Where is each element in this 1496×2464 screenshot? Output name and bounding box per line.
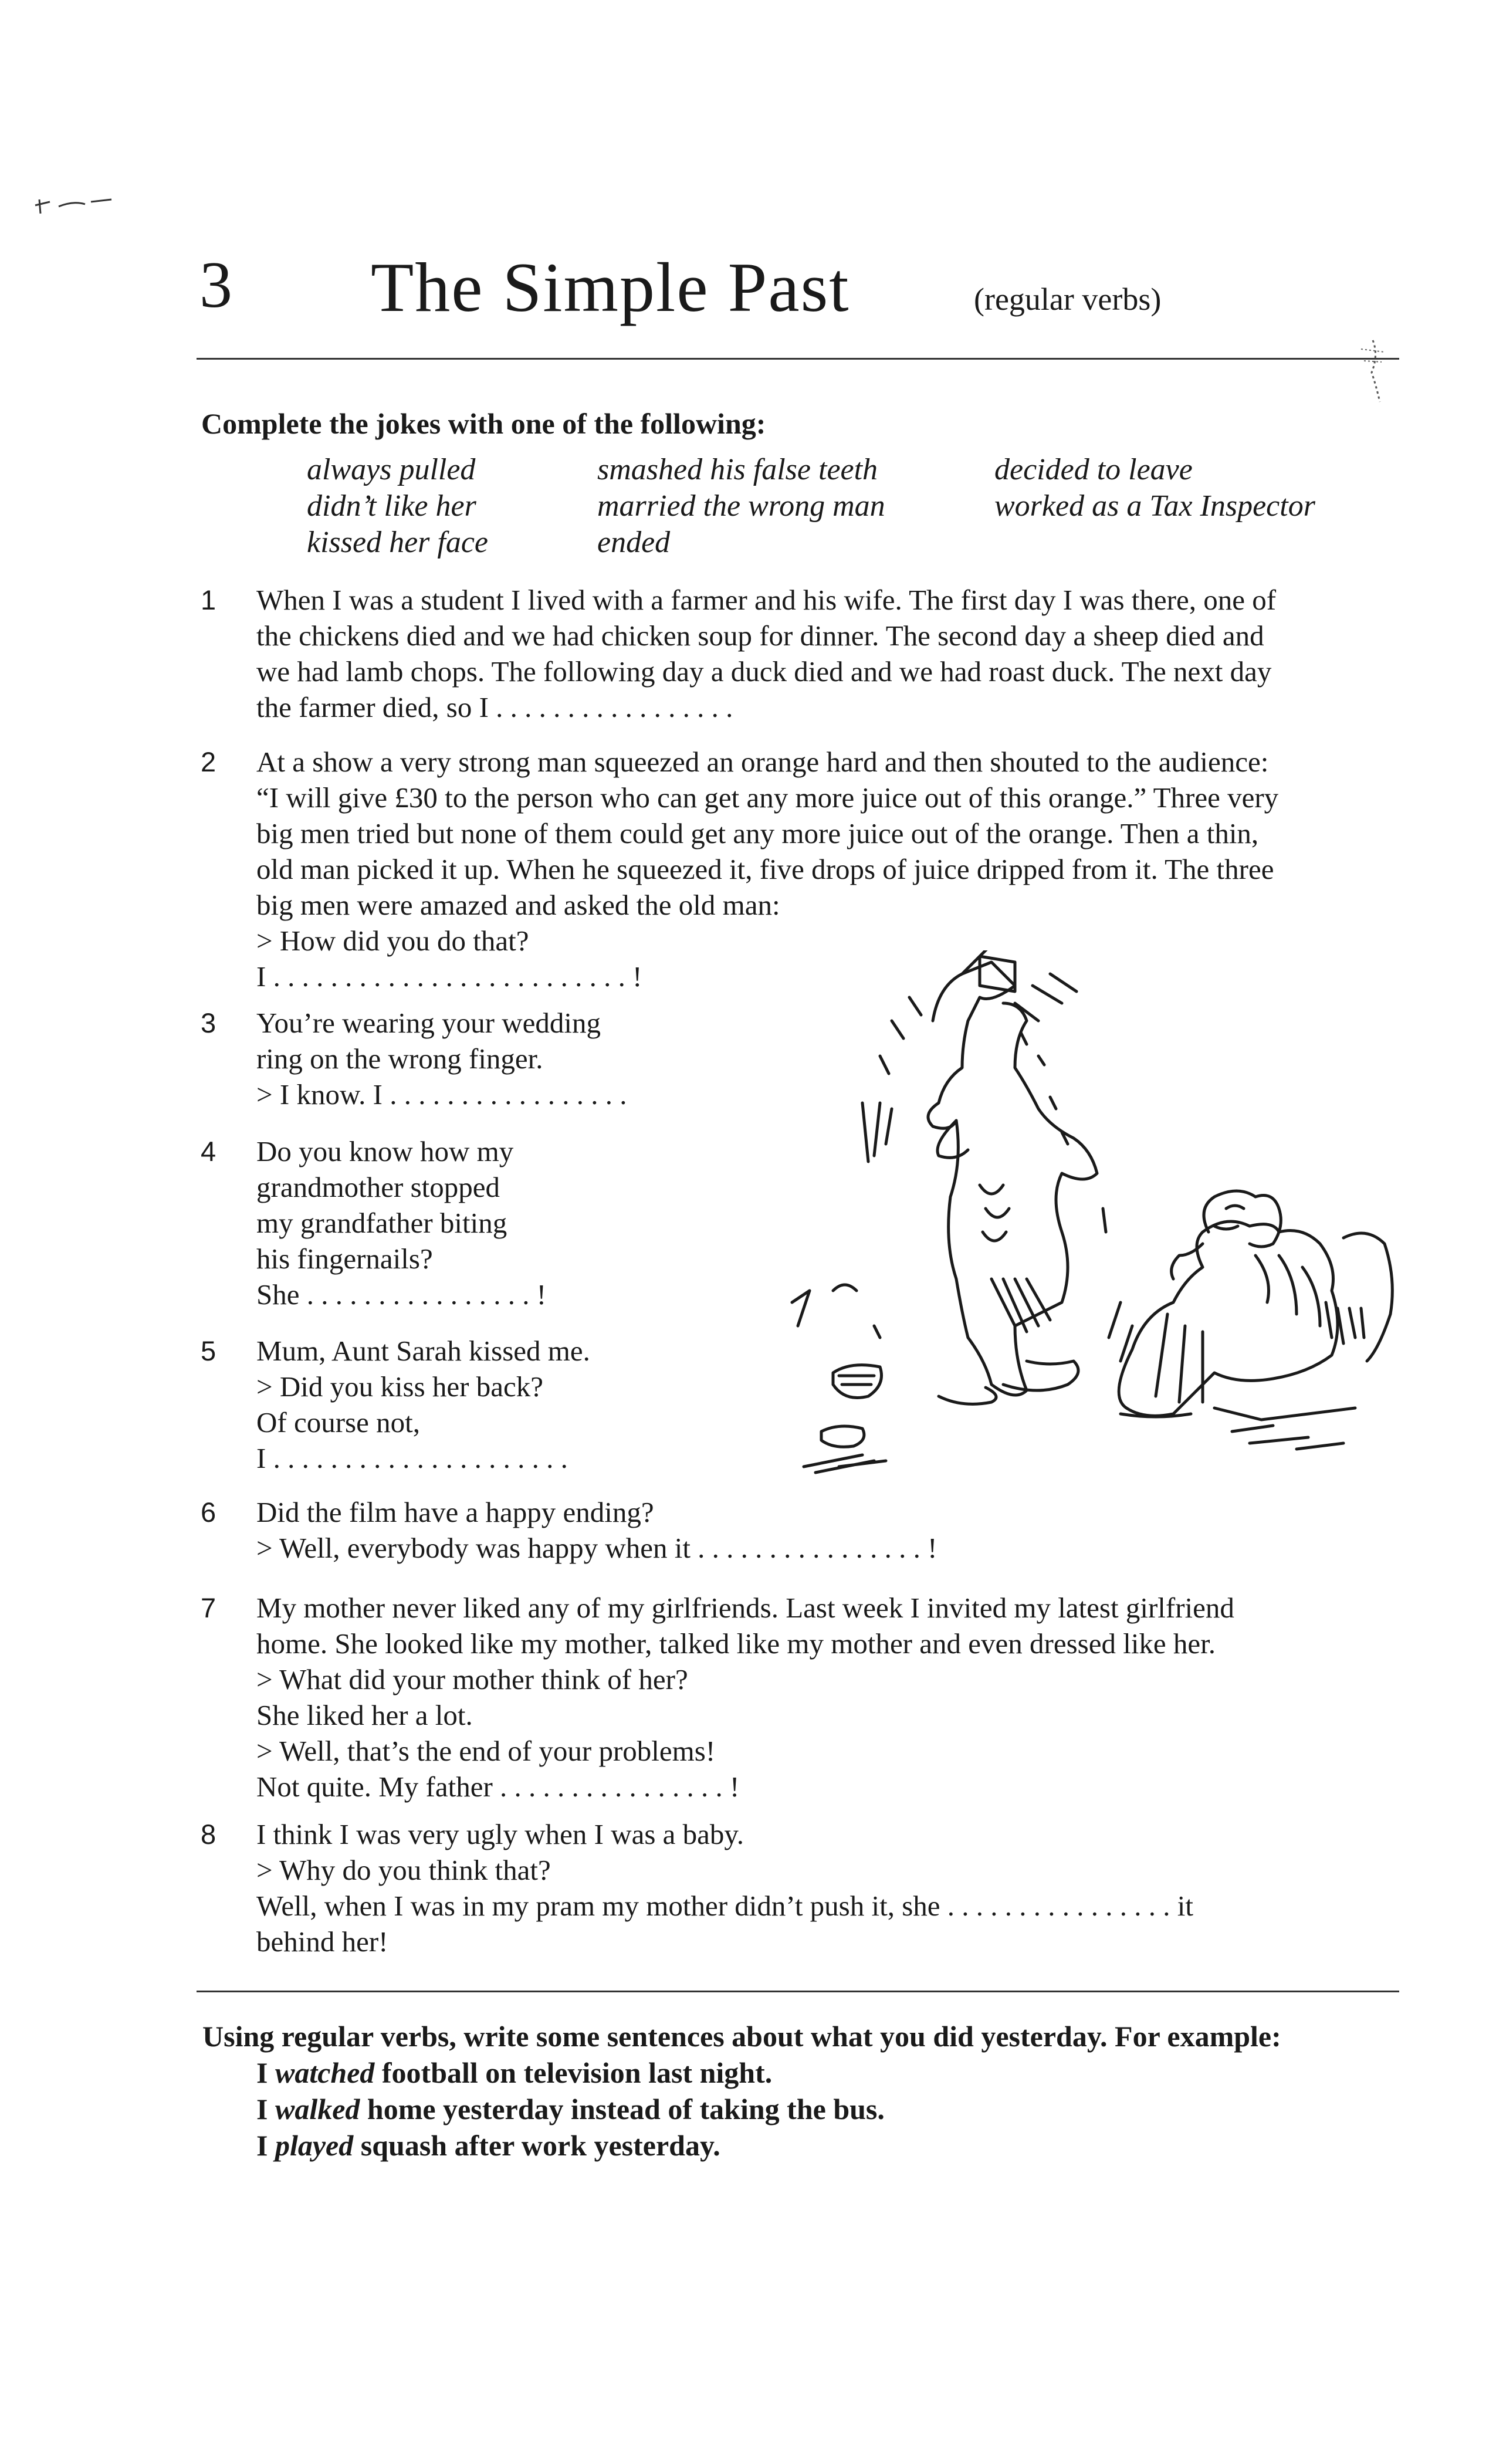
instruction-text: Complete the jokes with one of the following: — [201, 407, 766, 440]
example-rest: squash after work yesterday. — [353, 2129, 720, 2162]
joke-line: old man picked it up. When he squeezed it, five drops of juice dripped from it. The three — [256, 853, 1274, 885]
final-instruction: Using regular verbs, write some sentences about what you did yesterday. For example: — [202, 2020, 1281, 2053]
options-column-3 — [994, 452, 1315, 524]
joke-line: big men were amazed and asked the old man: — [256, 889, 780, 921]
joke-line: When I was a student I lived with a farmer and his wife. The first day I was there, one of — [256, 584, 1277, 616]
example-prefix: I — [256, 2129, 275, 2162]
joke-line: “I will give £30 to the person who can get any more juice out of this orange.” Three very — [256, 781, 1279, 814]
joke-line: Did the film have a happy ending? — [256, 1496, 654, 1528]
option-decided-to-leave: decided to leave — [994, 453, 1193, 486]
joke-number: 5 — [201, 1335, 216, 1366]
joke-line: the chickens died and we had chicken soup for dinner. The second day a sheep died and — [256, 620, 1264, 652]
joke-line: > Why do you think that? — [256, 1854, 551, 1886]
example-prefix: I — [256, 2093, 275, 2125]
false-teeth-icon — [833, 1365, 882, 1398]
options-column-1 — [307, 452, 488, 561]
section-rule — [197, 1991, 1399, 1992]
joke-5-text — [256, 1333, 590, 1476]
chapter-number: 3 — [199, 249, 232, 321]
grandfather-figure — [1119, 1221, 1338, 1416]
page-subtitle: (regular verbs) — [974, 282, 1162, 317]
example-verb: watched — [275, 2056, 375, 2089]
option-worked-as-tax-inspector: worked as a Tax Inspector — [994, 489, 1315, 523]
joke-line: Well, when I was in my pram my mother didn’t push it, she . . . . . . . . . . . . . . . . it — [256, 1890, 1194, 1922]
joke-line: Mum, Aunt Sarah kissed me. — [256, 1335, 590, 1367]
example-rest: football on television last night. — [374, 2056, 773, 2089]
page-title: The Simple Past — [371, 248, 850, 326]
joke-line: home. She looked like my mother, talked like my mother and even dressed like her. — [256, 1627, 1216, 1660]
joke-6-text — [256, 1494, 937, 1566]
joke-number: 7 — [201, 1592, 216, 1623]
joke-line: Of course not, — [256, 1406, 420, 1439]
joke-line: his fingernails? — [256, 1243, 433, 1275]
joke-number: 8 — [201, 1819, 216, 1850]
options-column-2 — [597, 452, 885, 561]
joke-line: ring on the wrong finger. — [256, 1043, 543, 1075]
example-sentence — [256, 2055, 772, 2091]
joke-number: 4 — [201, 1136, 216, 1167]
joke-line: My mother never liked any of my girlfriends. Last week I invited my latest girlfriend — [256, 1592, 1234, 1624]
option-kissed-her-face: kissed her face — [307, 526, 489, 559]
joke-line: > What did your mother think of her? — [256, 1663, 688, 1695]
cartoon-illustration — [686, 950, 1414, 1478]
joke-line: > Did you kiss her back? — [256, 1370, 543, 1403]
joke-line: > How did you do that? — [256, 925, 529, 957]
option-didnt-like-her: didn’t like her — [307, 489, 476, 523]
joke-line: grandmother stopped — [256, 1171, 500, 1203]
header-rule — [197, 358, 1399, 360]
joke-7-text — [256, 1590, 1234, 1805]
joke-line: big men tried but none of them could get any more juice out of the orange. Then a thin, — [256, 817, 1259, 849]
example-sentence — [256, 2127, 720, 2164]
joke-line: I . . . . . . . . . . . . . . . . . . . . . — [256, 1442, 568, 1474]
joke-line: I think I was very ugly when I was a baby. — [256, 1818, 744, 1850]
grandmother-figure — [928, 962, 1097, 1395]
option-always-pulled: always pulled — [307, 453, 476, 486]
joke-line: I . . . . . . . . . . . . . . . . . . . . . . . . . ! — [256, 960, 642, 993]
option-married-wrong-man: married the wrong man — [597, 489, 885, 523]
joke-line: my grandfather biting — [256, 1207, 507, 1239]
joke-number: 2 — [201, 746, 216, 777]
example-rest: home yesterday instead of taking the bus. — [360, 2093, 885, 2125]
joke-line: Not quite. My father . . . . . . . . . . . . . . . . ! — [256, 1771, 740, 1803]
joke-3-text — [256, 1005, 627, 1112]
joke-line: > I know. I . . . . . . . . . . . . . . . . . — [256, 1078, 627, 1111]
joke-number: 6 — [201, 1497, 216, 1528]
joke-line: You’re wearing your wedding — [256, 1007, 601, 1039]
joke-line: She . . . . . . . . . . . . . . . . ! — [256, 1278, 547, 1311]
example-verb: played — [275, 2129, 354, 2162]
joke-number: 3 — [201, 1007, 216, 1038]
joke-line: She liked her a lot. — [256, 1699, 473, 1731]
scan-mark — [32, 194, 114, 217]
example-sentence — [256, 2091, 885, 2127]
joke-line: behind her! — [256, 1925, 388, 1958]
option-ended: ended — [597, 526, 671, 559]
joke-line: At a show a very strong man squeezed an orange hard and then shouted to the audience: — [256, 746, 1269, 778]
joke-line: the farmer died, so I . . . . . . . . . . . . . . . . . — [256, 691, 733, 723]
joke-line: we had lamb chops. The following day a duck died and we had roast duck. The next day — [256, 655, 1272, 688]
joke-4-text — [256, 1133, 546, 1312]
joke-line: Do you know how my — [256, 1135, 514, 1167]
joke-8-text — [256, 1816, 1193, 1959]
option-smashed-false-teeth: smashed his false teeth — [597, 453, 878, 486]
joke-line: > Well, everybody was happy when it . . . . . . . . . . . . . . . . ! — [256, 1532, 937, 1564]
joke-number: 1 — [201, 584, 216, 615]
example-prefix: I — [256, 2056, 275, 2089]
example-verb: walked — [275, 2093, 360, 2125]
scan-smudge — [1343, 337, 1396, 408]
joke-1-text — [256, 582, 1276, 725]
joke-line: > Well, that’s the end of your problems! — [256, 1735, 716, 1767]
